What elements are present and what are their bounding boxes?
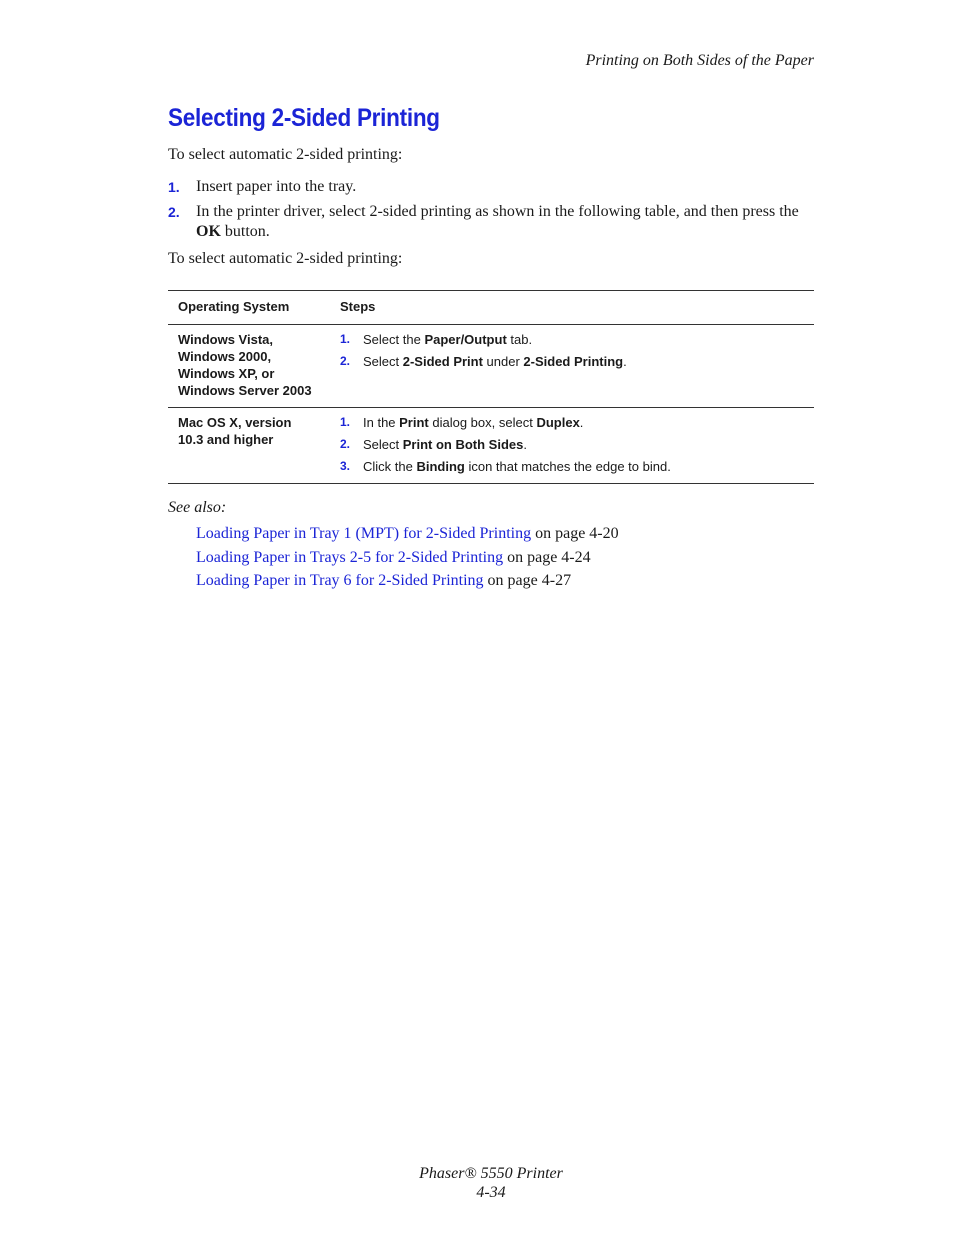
step-text: . [623, 354, 627, 369]
table-row [168, 325, 814, 408]
list-item [168, 177, 818, 197]
step-bold: Print on Both Sides [402, 437, 524, 452]
step-text: . [579, 415, 584, 430]
step-number: 1. [340, 332, 351, 346]
page-footer [0, 1164, 954, 1202]
intro-text: To select automatic 2-sided printing: [168, 146, 403, 163]
step-text: Insert paper into the tray. [196, 178, 357, 195]
steps-cell [330, 408, 814, 484]
os-steps-table [168, 290, 814, 484]
step-number: 2. [168, 204, 180, 220]
table-row [168, 408, 814, 484]
ok-button-label: OK [196, 223, 221, 240]
step-number: 2. [340, 354, 351, 368]
list-item [196, 569, 619, 593]
see-also-links [196, 522, 619, 593]
step-text: under [482, 354, 524, 369]
link-trays2-5[interactable]: Loading Paper in Trays 2-5 for 2-Sided Printing [196, 548, 504, 566]
step-text: icon that matches the edge to bind. [464, 459, 671, 474]
step-text: dialog box, select [428, 415, 537, 430]
os-line: Windows Server 2003 [178, 383, 312, 398]
step-text: . [523, 437, 527, 452]
page-reference: on page 4-20 [531, 525, 619, 542]
column-header-os: Operating System [168, 291, 330, 325]
table-header-row [168, 291, 814, 325]
step-text: In the [363, 415, 400, 430]
step-bold: Binding [416, 459, 465, 474]
os-line: Mac OS X, version [178, 415, 292, 430]
list-item [168, 202, 818, 242]
page-reference: on page 4-27 [483, 572, 572, 589]
step-bold: 2-Sided Print [402, 354, 483, 369]
step-text: In the printer driver, select 2-sided printing as shown in the following table, and then press the [196, 203, 799, 220]
list-item [340, 414, 804, 431]
list-item [196, 546, 619, 570]
step-text: Select the [363, 332, 425, 347]
running-header: Printing on Both Sides of the Paper [585, 52, 814, 69]
step-text: tab. [506, 332, 533, 347]
os-cell [168, 408, 330, 484]
os-line: Windows Vista, [178, 332, 273, 347]
step-bold: Print [399, 415, 429, 430]
list-item [340, 458, 804, 475]
list-item [340, 436, 804, 453]
footer-page-number: 4-34 [476, 1184, 506, 1201]
os-line: Windows XP, or [178, 366, 275, 381]
os-cell [168, 325, 330, 408]
os-line: Windows 2000, [178, 349, 272, 364]
step-number: 1. [168, 179, 180, 195]
os-line: 10.3 and higher [178, 432, 274, 447]
steps-cell [330, 325, 814, 408]
step-number: 1. [340, 415, 351, 429]
link-tray1[interactable]: Loading Paper in Tray 1 (MPT) for 2-Sided Printing [196, 525, 532, 542]
page-reference: on page 4-24 [503, 548, 591, 566]
step-bold: Paper/Output [424, 332, 507, 347]
step-text: Click the [363, 459, 417, 474]
list-item [340, 353, 804, 370]
step-list [168, 177, 818, 247]
step-text: Select [363, 354, 403, 369]
step-bold: Duplex [536, 415, 580, 430]
column-header-steps: Steps [330, 291, 814, 325]
list-item [196, 522, 619, 546]
link-tray6[interactable]: Loading Paper in Tray 6 for 2-Sided Printing [196, 572, 484, 589]
intro-text-2: To select automatic 2-sided printing: [168, 250, 403, 267]
footer-product: Phaser® 5550 Printer [419, 1165, 563, 1182]
see-also-label: See also: [168, 499, 227, 516]
list-item [340, 331, 804, 348]
step-bold: 2-Sided Printing [523, 354, 624, 369]
step-text: button. [220, 223, 270, 240]
step-text: Select [363, 437, 403, 452]
step-number: 2. [340, 437, 351, 451]
section-title: Selecting 2-Sided Printing [168, 104, 440, 132]
step-number: 3. [340, 459, 351, 473]
